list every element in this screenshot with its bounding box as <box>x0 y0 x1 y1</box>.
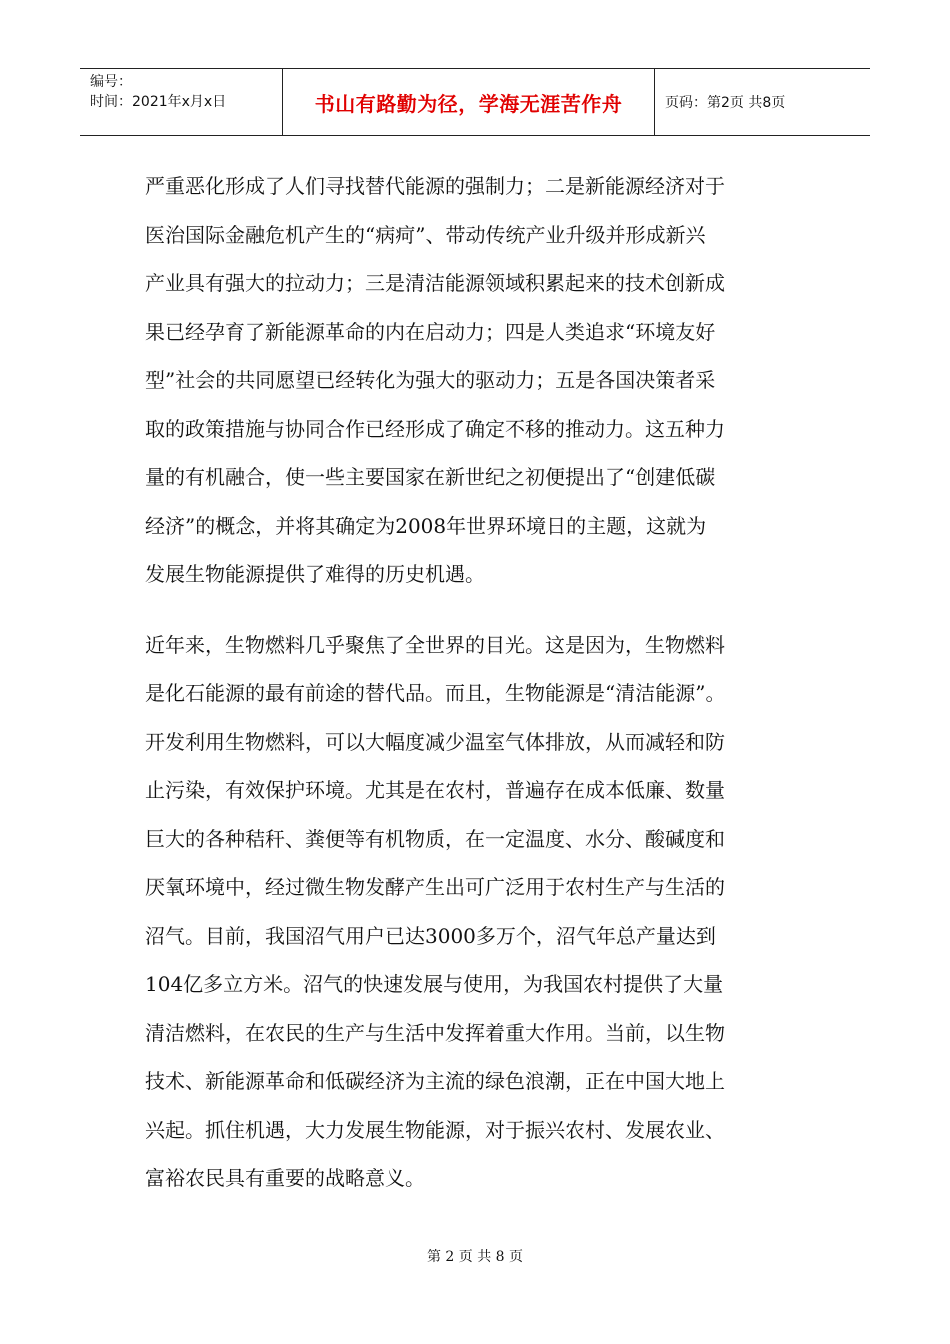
text-line: 厌氧环境中，经过微生物发酵产生出可广泛用于农村生产与生活的 <box>145 875 725 899</box>
paragraph-2 <box>145 621 805 1203</box>
text-line: 104亿多立方米。沼气的快速发展与使用，为我国农村提供了大量 <box>145 972 724 996</box>
text-line: 开发利用生物燃料，可以大幅度减少温室气体排放，从而减轻和防 <box>145 729 725 754</box>
header-page-info: 页码：第2页 共8页 <box>665 95 786 111</box>
text-line: 量的有机融合，使一些主要国家在新世纪之初便提出了“创建低碳 <box>145 465 716 489</box>
page-header <box>80 68 870 136</box>
document-body <box>145 162 805 1203</box>
text-line: 发展生物能源提供了难得的历史机遇。 <box>145 562 485 586</box>
document-number-label: 编号： <box>90 74 132 90</box>
header-motto: 书山有路勤为径，学海无涯苦作舟 <box>283 69 655 135</box>
text-line: 取的政策措施与协同合作已经形成了确定不移的推动力。这五种力 <box>145 416 725 441</box>
text-line: 经济”的概念，并将其确定为2008年世界环境日的主题，这就为 <box>145 513 707 538</box>
text-line: 果已经孕育了新能源革命的内在启动力；四是人类追求“环境友好 <box>145 319 716 344</box>
text-line: 严重恶化形成了人们寻找替代能源的强制力；二是新能源经济对于 <box>145 174 725 198</box>
text-line: 富裕农民具有重要的战略意义。 <box>145 1166 425 1190</box>
text-line: 止污染，有效保护环境。尤其是在农村，普遍存在成本低廉、数量 <box>145 778 725 802</box>
header-meta <box>80 69 283 135</box>
text-line: 近年来，生物燃料几乎聚焦了全世界的目光。这是因为，生物燃料 <box>145 632 725 657</box>
paragraph-spacer <box>145 599 805 621</box>
text-line: 兴起。抓住机遇，大力发展生物能源，对于振兴农村、发展农业、 <box>145 1117 725 1142</box>
document-time-label: 时间：2021年x月x日 <box>90 94 227 110</box>
text-line: 产业具有强大的拉动力；三是清洁能源领域积累起来的技术创新成 <box>145 271 725 295</box>
text-line: 型”社会的共同愿望已经转化为强大的驱动力；五是各国决策者采 <box>145 368 716 392</box>
text-line: 清洁燃料，在农民的生产与生活中发挥着重大作用。当前，以生物 <box>145 1020 725 1045</box>
text-line: 沼气。目前，我国沼气用户已达3000多万个，沼气年总产量达到 <box>145 923 716 948</box>
page-footer: 第 2 页 共 8 页 <box>426 1249 524 1265</box>
text-line: 医治国际金融危机产生的“病疴”、带动传统产业升级并形成新兴 <box>145 222 706 247</box>
text-line: 是化石能源的最有前途的替代品。而且，生物能源是“清洁能源”。 <box>145 681 726 705</box>
text-line: 巨大的各种秸秆、粪便等有机物质，在一定温度、水分、酸碱度和 <box>145 826 725 851</box>
text-line: 技术、新能源革命和低碳经济为主流的绿色浪潮，正在中国大地上 <box>145 1069 725 1093</box>
paragraph-1 <box>145 162 805 599</box>
